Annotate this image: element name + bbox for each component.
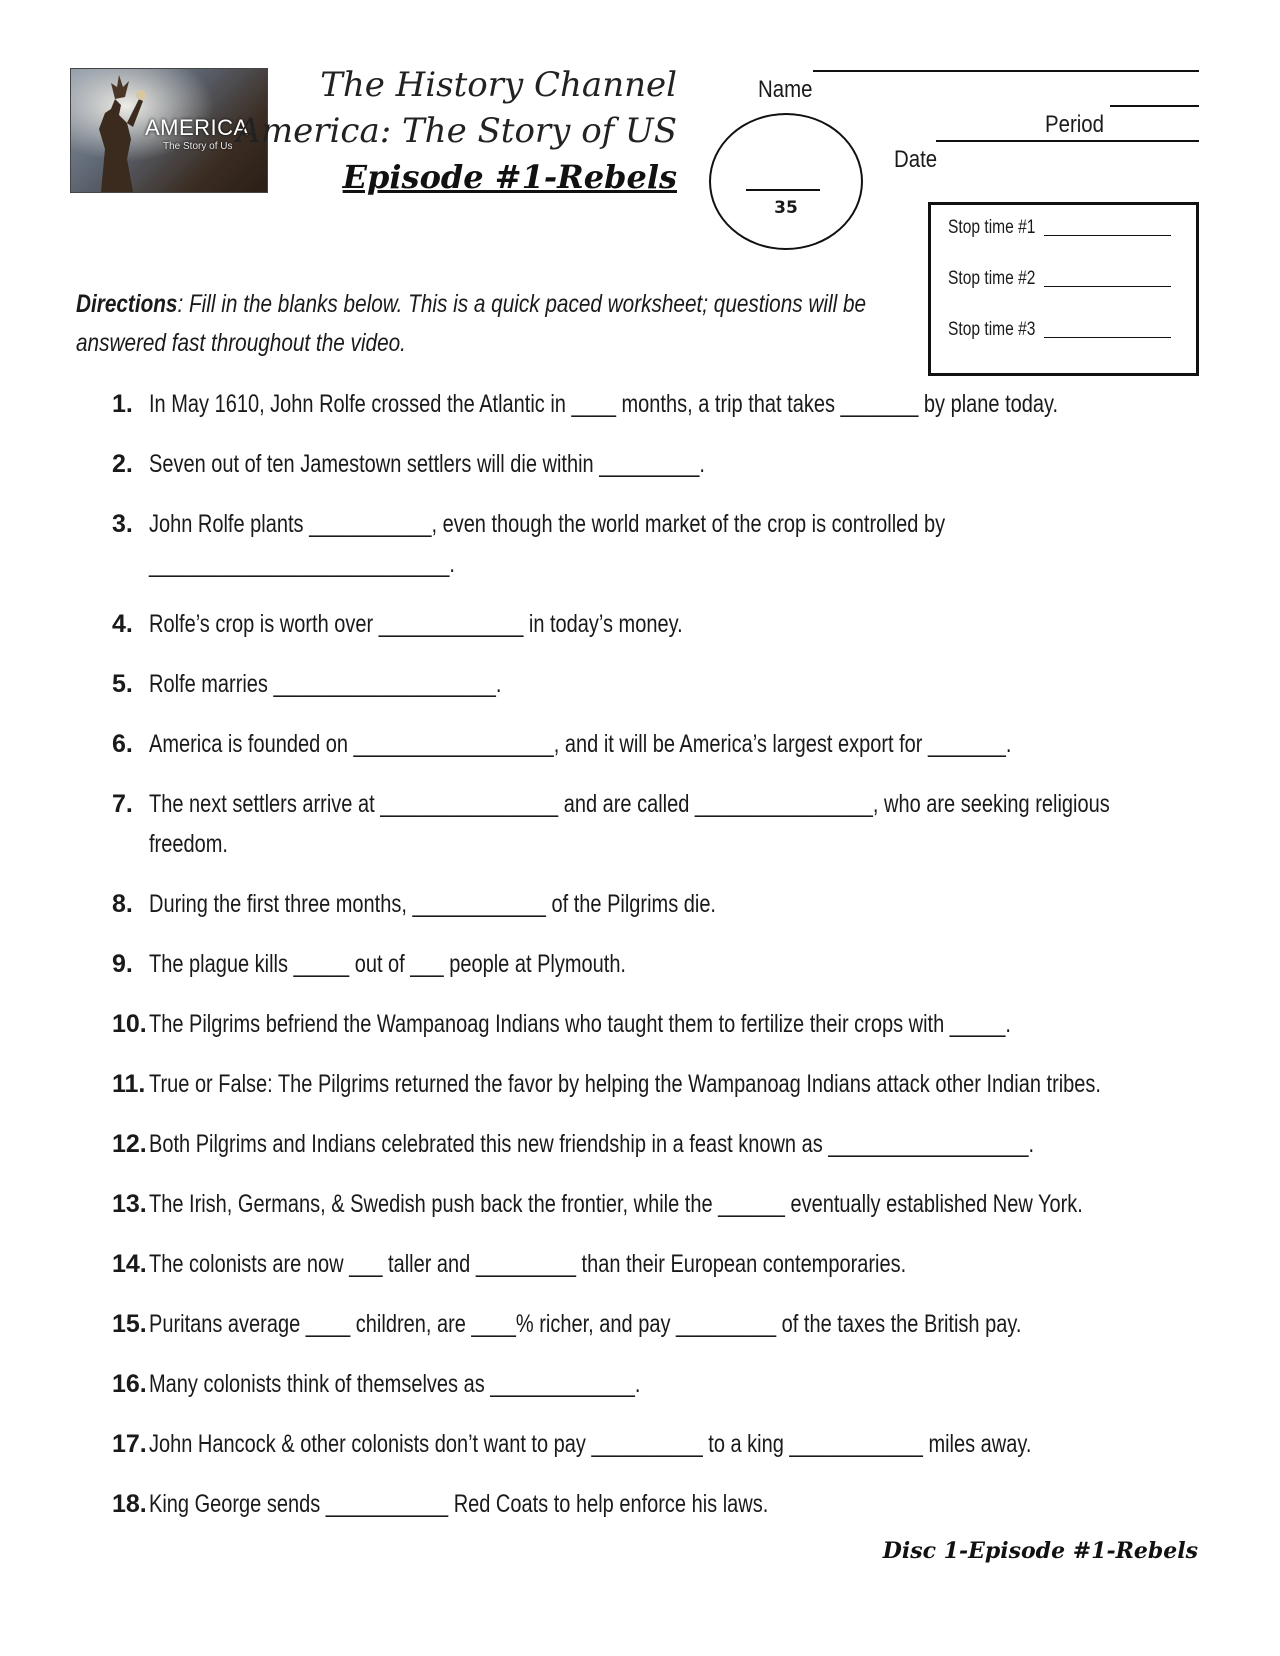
- question-number: 4.: [112, 610, 133, 638]
- question-text[interactable]: John Rolfe plants ___________, even though the world market of the crop is controlled by: [149, 510, 946, 538]
- question-text[interactable]: Seven out of ten Jamestown settlers will die within _________.: [149, 450, 705, 478]
- score-oval: [709, 113, 863, 250]
- worksheet-title-block: [236, 62, 677, 200]
- period-label: Period: [1045, 111, 1104, 138]
- question-text[interactable]: During the first three months, ____________ of the Pilgrims die.: [149, 890, 716, 918]
- question-number: 9.: [112, 950, 133, 978]
- question-text[interactable]: America is founded on __________________, and it will be America’s largest export for _______.: [149, 730, 1012, 758]
- footer-label: Disc 1-Episode #1-Rebels: [882, 1538, 1198, 1564]
- question-text[interactable]: Puritans average ____ children, are ____% richer, and pay _________ of the taxes the British pay.: [149, 1310, 1022, 1338]
- question-number: 12.: [112, 1130, 147, 1158]
- question-text[interactable]: The next settlers arrive at ________________ and are called ________________, who are seeking religious: [149, 790, 1110, 818]
- date-field: [894, 146, 945, 174]
- stop-time-box: [928, 202, 1199, 376]
- question-number: 17.: [112, 1430, 147, 1458]
- question-number: 18.: [112, 1490, 147, 1518]
- question-text[interactable]: In May 1610, John Rolfe crossed the Atlantic in ____ months, a trip that takes _______ by plane today.: [149, 390, 1059, 418]
- question-text[interactable]: Rolfe marries ____________________.: [149, 670, 502, 698]
- name-blank[interactable]: [813, 70, 1199, 72]
- score-total: 35: [774, 198, 798, 218]
- question-text[interactable]: ___________________________.: [149, 550, 455, 578]
- name-label: Name: [758, 76, 813, 103]
- question-number: 15.: [112, 1310, 147, 1338]
- question-text[interactable]: The colonists are now ___ taller and _________ than their European contemporaries.: [149, 1250, 907, 1278]
- question-text[interactable]: King George sends ___________ Red Coats to help enforce his laws.: [149, 1490, 769, 1518]
- date-label: Date: [894, 146, 938, 173]
- question-text[interactable]: The Irish, Germans, & Swedish push back the frontier, while the ______ eventually established New York.: [149, 1190, 1083, 1218]
- stop-time-3-blank[interactable]: [1044, 337, 1171, 338]
- question-text[interactable]: The plague kills _____ out of ___ people at Plymouth.: [149, 950, 626, 978]
- question-text[interactable]: John Hancock & other colonists don’t want to pay __________ to a king ____________ miles away.: [149, 1430, 1032, 1458]
- logo-subtitle: The Story of Us: [163, 141, 233, 152]
- stop-time-1-blank[interactable]: [1044, 235, 1171, 236]
- question-number: 2.: [112, 450, 133, 478]
- question-number: 8.: [112, 890, 133, 918]
- stop-time-label: Stop time #1: [948, 217, 1036, 238]
- question-number: 16.: [112, 1370, 147, 1398]
- question-number: 7.: [112, 790, 133, 818]
- question-text[interactable]: freedom.: [149, 830, 228, 858]
- stop-time-2-blank[interactable]: [1044, 286, 1171, 287]
- logo-title: AMERICA: [145, 115, 249, 140]
- question-number: 3.: [112, 510, 133, 538]
- stop-time-label: Stop time #3: [948, 319, 1036, 340]
- title-channel: The History Channel: [320, 65, 677, 105]
- question-text[interactable]: The Pilgrims befriend the Wampanoag Indians who taught them to fertilize their crops with _____.: [149, 1010, 1011, 1038]
- question-number: 5.: [112, 670, 133, 698]
- question-number: 10.: [112, 1010, 147, 1038]
- title-episode: Episode #1-Rebels: [342, 158, 677, 196]
- period-field: [1045, 111, 1114, 139]
- stop-time-row-3: [948, 319, 1055, 341]
- stop-time-row-2: [948, 268, 1055, 290]
- question-text[interactable]: True or False: The Pilgrims returned the favor by helping the Wampanoag Indians attack other Indian tribes.: [149, 1070, 1101, 1098]
- date-blank[interactable]: [936, 140, 1199, 142]
- question-text[interactable]: Rolfe’s crop is worth over _____________ in today’s money.: [149, 610, 683, 638]
- directions-text: : Fill in the blanks below. This is a quick paced worksheet; questions will be answered fast throughout the video.: [76, 290, 867, 357]
- score-blank[interactable]: [746, 189, 820, 191]
- question-number: 13.: [112, 1190, 147, 1218]
- directions-label: Directions: [76, 290, 178, 318]
- question-number: 14.: [112, 1250, 147, 1278]
- question-number: 11.: [112, 1070, 146, 1098]
- stop-time-row-1: [948, 217, 1055, 239]
- question-text[interactable]: Many colonists think of themselves as _____________.: [149, 1370, 641, 1398]
- period-blank[interactable]: [1110, 105, 1199, 107]
- name-field: [758, 76, 822, 104]
- question-text[interactable]: Both Pilgrims and Indians celebrated this new friendship in a feast known as __________________.: [149, 1130, 1035, 1158]
- question-number: 1.: [112, 390, 133, 418]
- title-series: America: The Story of US: [236, 111, 677, 151]
- directions: [76, 285, 896, 363]
- stop-time-label: Stop time #2: [948, 268, 1036, 289]
- question-number: 6.: [112, 730, 133, 758]
